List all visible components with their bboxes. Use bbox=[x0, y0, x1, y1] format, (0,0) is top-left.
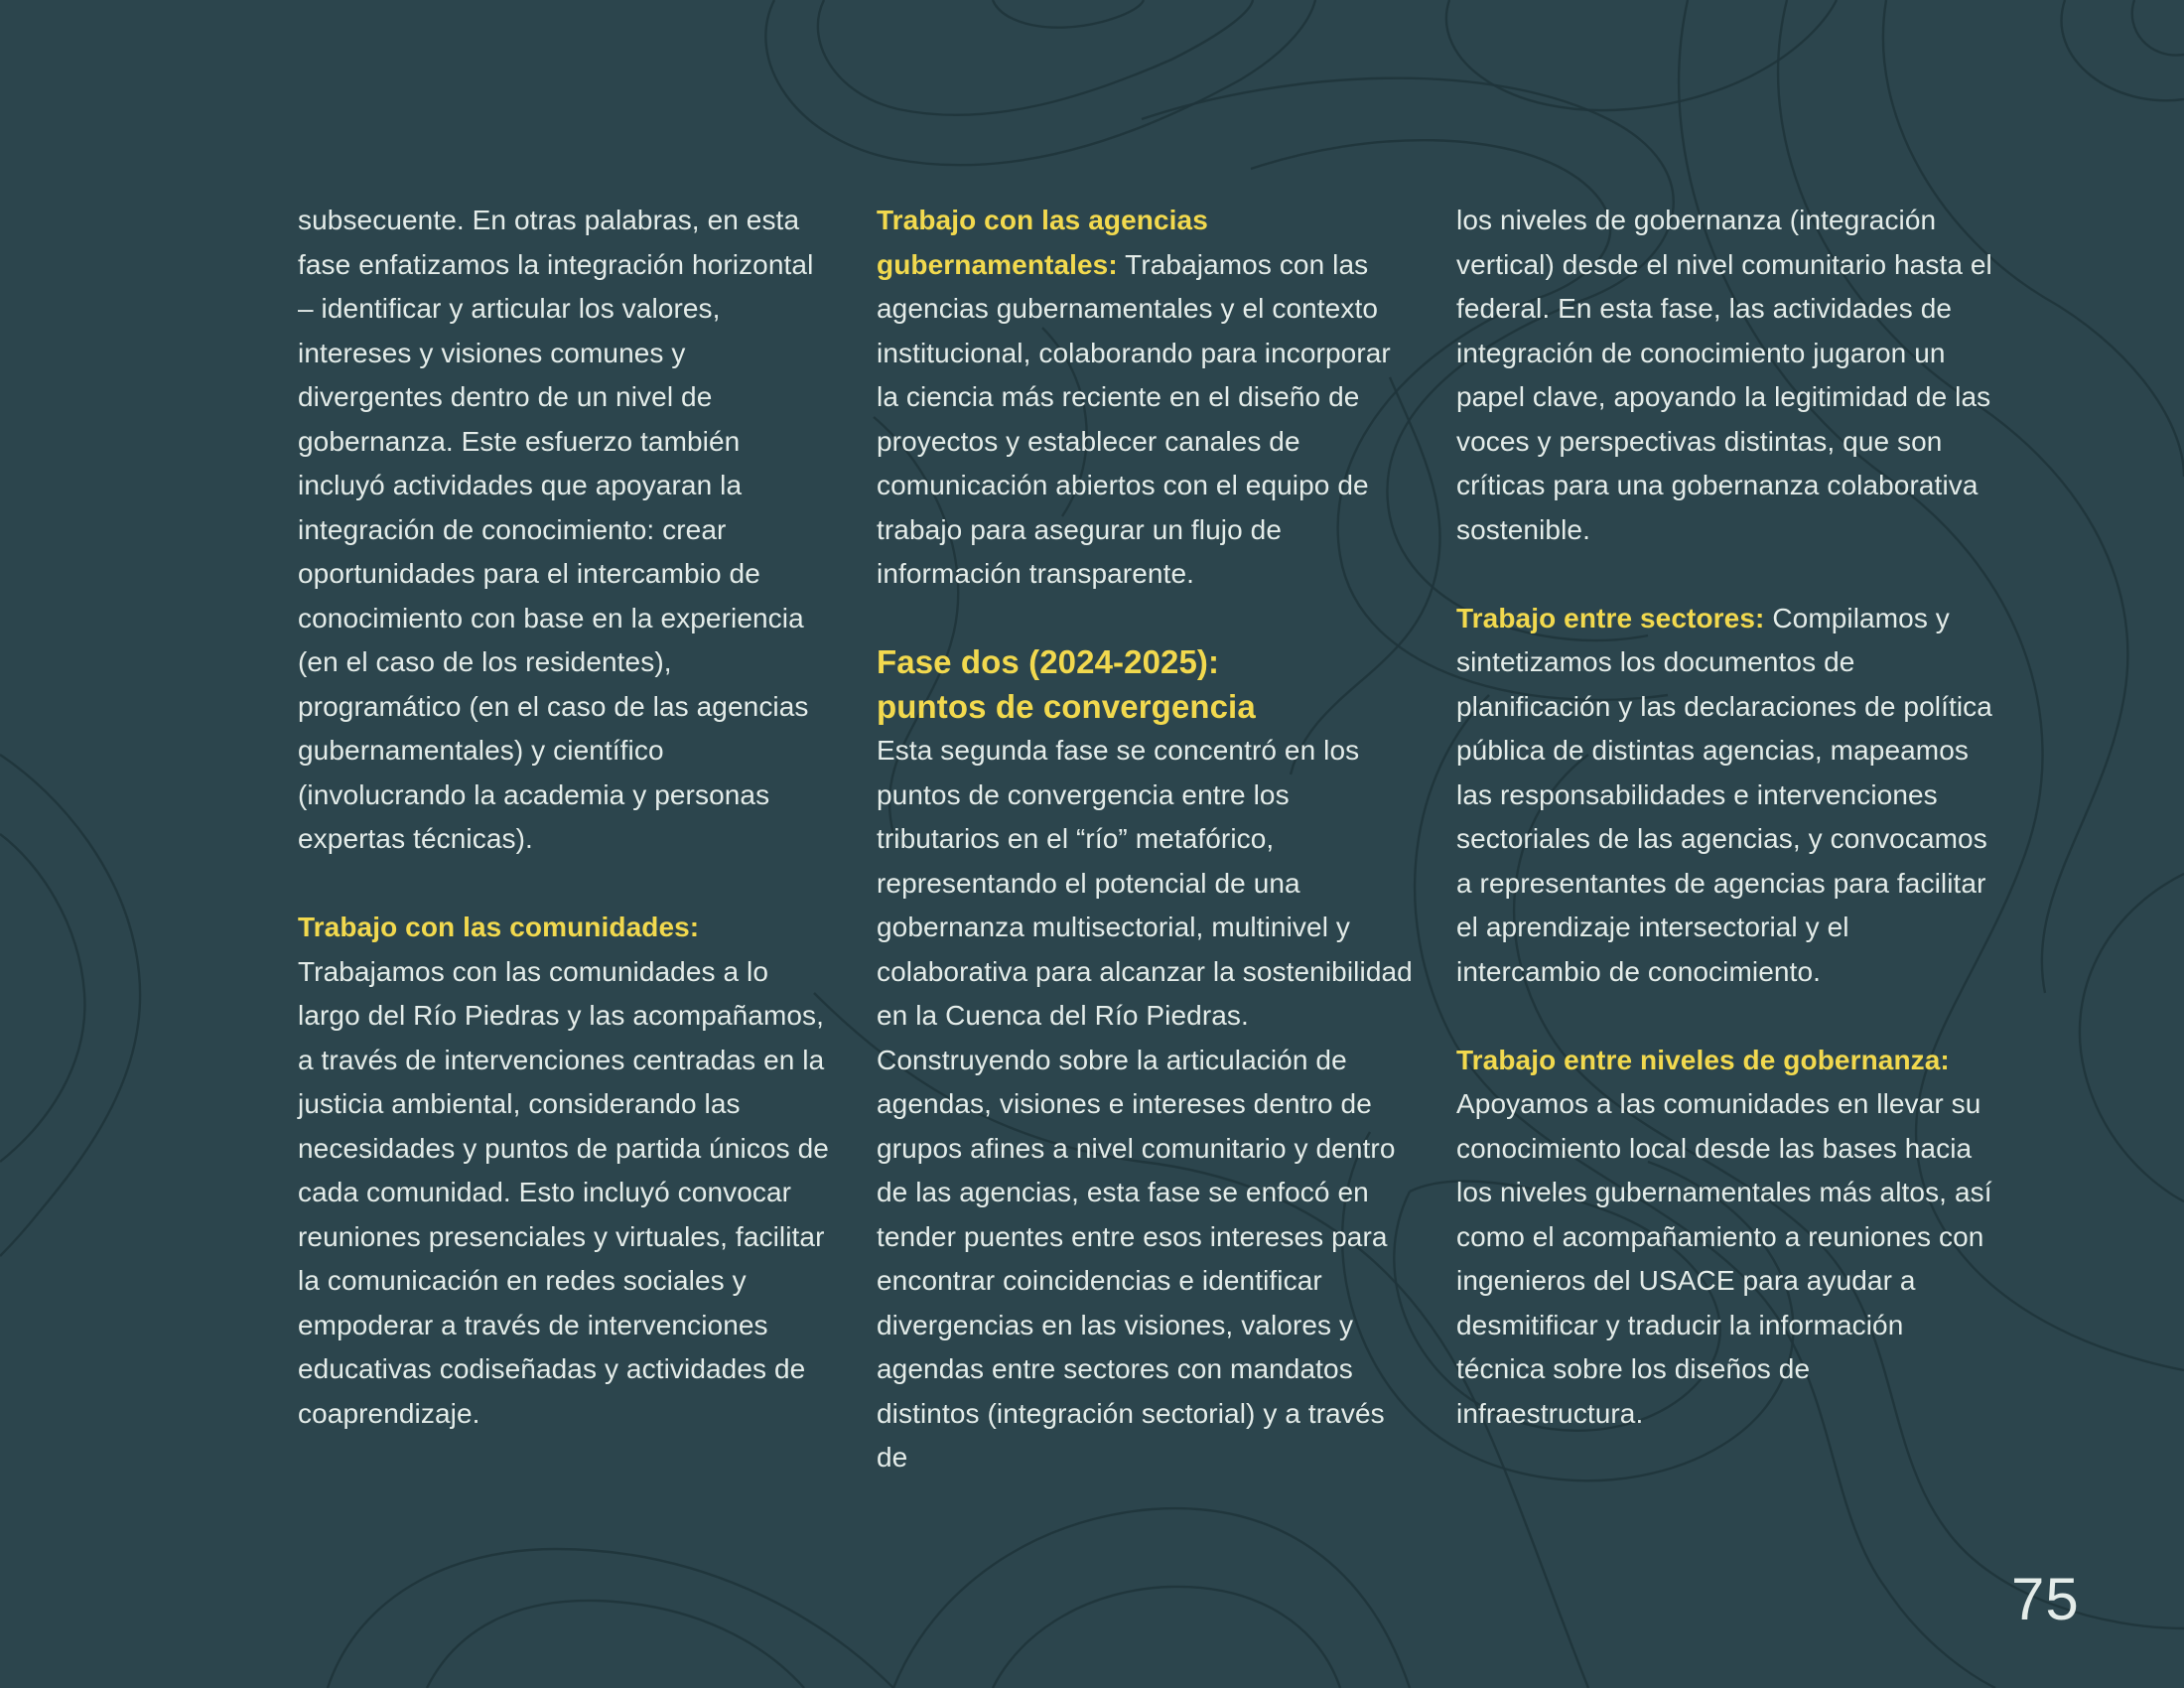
continuation-text: los niveles de gobernanza (integración vertical) desde el nivel comunitario hasta el federal. En esta fase, las actividades de integración de conocimiento jugaron un papel clave, apoyando la legitimidad de las voces y perspectivas distintas, que son críticas para una gobernanza colaborativa sostenible. bbox=[1456, 205, 1992, 545]
phase-two-heading-line-1: Fase dos (2024-2025): bbox=[877, 643, 1220, 680]
agencies-paragraph bbox=[877, 199, 1413, 597]
text-column-3 bbox=[1456, 199, 1992, 1436]
phase-two-paragraph bbox=[877, 729, 1413, 1480]
agencies-lead: Trabajo con las agencias gubernamentales: bbox=[877, 205, 1208, 280]
contour-line bbox=[2080, 874, 2184, 1201]
contour-line bbox=[328, 1549, 893, 1688]
phase-two-heading-line-2: puntos de convergencia bbox=[877, 687, 1256, 725]
sectors-lead: Trabajo entre sectores: bbox=[1456, 602, 1765, 633]
contour-line bbox=[427, 1601, 804, 1688]
contour-line bbox=[893, 1508, 1410, 1688]
contour-line bbox=[2132, 0, 2184, 56]
intro-paragraph bbox=[298, 199, 834, 862]
contour-line bbox=[765, 0, 1315, 165]
phase-two-heading bbox=[877, 640, 1413, 729]
sectors-paragraph bbox=[1456, 597, 1992, 995]
contour-line bbox=[0, 755, 140, 1256]
continuation-paragraph bbox=[1456, 199, 1992, 552]
contour-line bbox=[0, 834, 84, 1162]
communities-body: Trabajamos con las comunidades a lo largo del Río Piedras y las acompañamos, a través de intervenciones centradas en la justicia ambiental, considerando las necesidades y puntos de partida únicos de cada comunidad. Esto incluyó convocar reuniones presenciales y virtuales, facilitar la comunicación en redes sociales y empoderar a través de intervenciones educativas codiseñadas y actividades de coaprendizaje. bbox=[298, 955, 829, 1429]
text-column-1 bbox=[298, 199, 834, 1436]
levels-body: Apoyamos a las comunidades en llevar su conocimiento local desde las bases hacia los niveles gubernamentales más altos, así como el acompañamiento a reuniones con ingenieros del USACE para ayudar a desmitificar y traducir la información técnica sobre los diseños de infraestructura. bbox=[1456, 1088, 1992, 1429]
levels-lead: Trabajo entre niveles de gobernanza: bbox=[1456, 1044, 1950, 1075]
agencies-body: Trabajamos con las agencias gubernamentales y el contexto institucional, colaborando para incorporar la ciencia más reciente en el diseño de proyectos y establecer canales de comunicación abiertos con el equipo de trabajo para asegurar un flujo de información transparente. bbox=[877, 248, 1391, 589]
text-column-2 bbox=[877, 199, 1413, 1480]
page-number: 75 bbox=[2011, 1566, 2080, 1632]
contour-line bbox=[993, 1587, 1340, 1688]
sectors-body: Compilamos y sintetizamos los documentos de planificación y las declaraciones de política pública de distintas agencias, mapeamos las responsabilidades e intervenciones sectoriales de las agencias, y convocamos a representantes de agencias para facilitar el aprendizaje intersectorial y el intercambio de conocimiento. bbox=[1456, 602, 1992, 987]
contour-line bbox=[993, 0, 1144, 28]
intro-text: subsecuente. En otras palabras, en esta fase enfatizamos la integración horizontal – identificar y articular los valores, intereses y visiones comunes y divergentes dentro de un nivel de gobernanza. Este esfuerzo también incluyó actividades que apoyaran la integración de conocimiento: crear oportunidades para el intercambio de conocimiento con base en la experiencia (en el caso de los residentes), programático (en el caso de las agencias gubernamentales) y científico (involucrando la academia y personas expertas técnicas). bbox=[298, 205, 814, 854]
communities-paragraph bbox=[298, 906, 834, 1436]
phase-two-body: Esta segunda fase se concentró en los puntos de convergencia entre los tributarios en el “río” metafórico, representando el potencial de una gobernanza multisectorial, multinivel y colaborativa para alcanzar la sostenibilidad en la Cuenca del Río Piedras. Construyendo sobre la articulación de agendas, visiones e intereses dentro de grupos afines a nivel comunitario y dentro de las agencias, esta fase se enfocó en tender puentes entre esos intereses para encontrar coincidencias e identificar divergencias en las visiones, valores y agendas entre sectores con mandatos distintos (integración sectorial) y a través de bbox=[877, 735, 1413, 1473]
communities-lead: Trabajo con las comunidades: bbox=[298, 912, 700, 942]
contour-line bbox=[818, 0, 1253, 115]
levels-paragraph bbox=[1456, 1039, 1992, 1437]
contour-line bbox=[2062, 0, 2184, 100]
